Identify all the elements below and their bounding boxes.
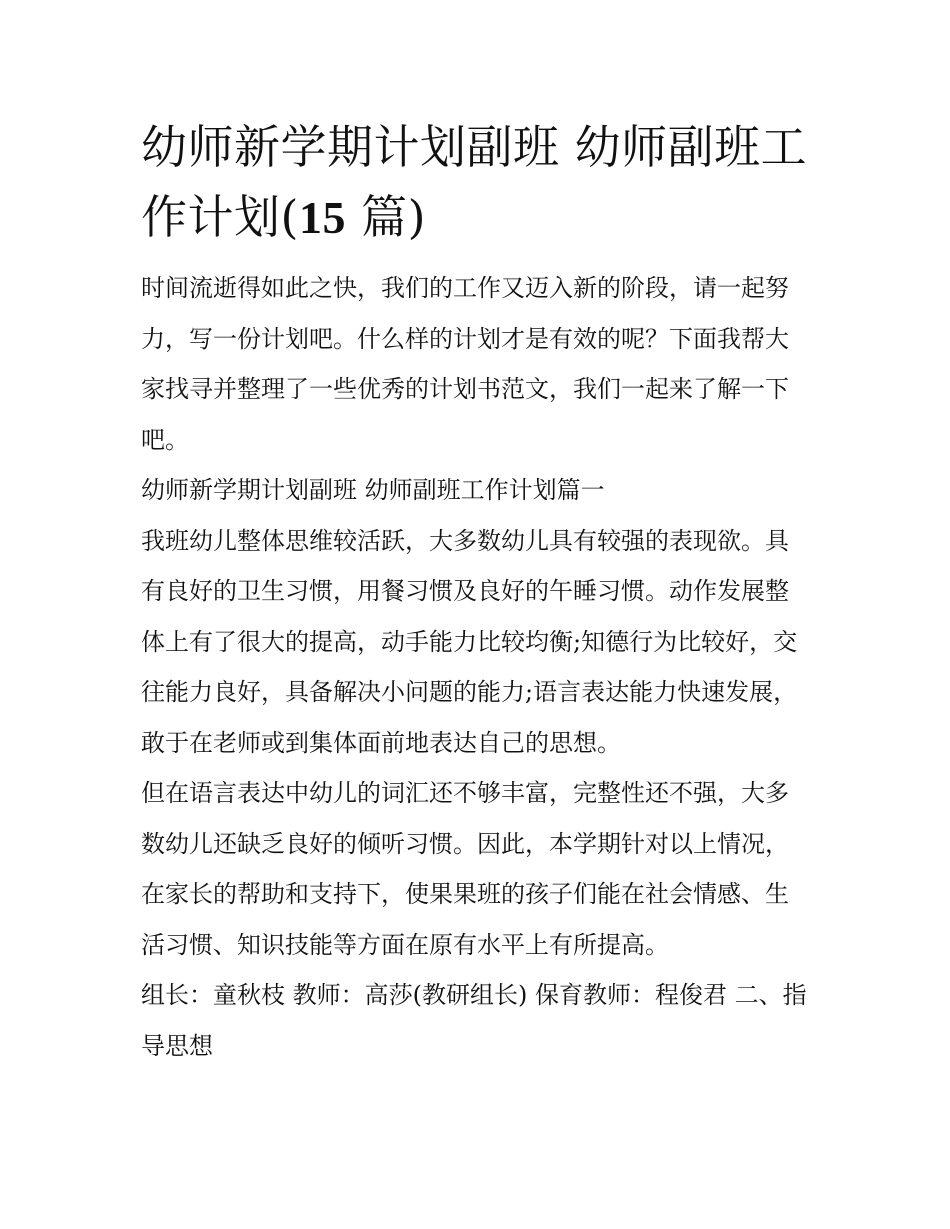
title-count: 15 bbox=[298, 192, 346, 243]
document-body bbox=[141, 263, 811, 1071]
body-paragraph: 但在语言表达中幼儿的词汇还不够丰富，完整性还不强，大多数幼儿还缺乏良好的倾听习惯。因此，本学期针对以上情况，在家长的帮助和支持下，使果果班的孩子们能在社会情感、生活习惯、知识技能等方面在原有水平上有所提高。 bbox=[141, 779, 789, 959]
section-heading: 幼师新学期计划副班 幼师副班工作计划篇一 bbox=[141, 476, 605, 504]
staff-paragraph: 组长：童秋枝 教师：高莎(教研组长) 保育教师：程俊君 二、指导思想 bbox=[141, 981, 807, 1060]
body-paragraph: 我班幼儿整体思维较活跃，大多数幼儿具有较强的表现欲。具有良好的卫生习惯，用餐习惯及良好的午睡习惯。动作发展整体上有了很大的提高，动手能力比较均衡;知德行为比较好，交往能力良好，具备解决小问题的能力;语言表达能力快速发展，敢于在老师或到集体面前地表达自己的思想。 bbox=[141, 526, 798, 757]
intro-paragraph: 时间流逝得如此之快，我们的工作又迈入新的阶段，请一起努力，写一份计划吧。什么样的计划才是有效的呢？下面我帮大家找寻并整理了一些优秀的计划书范文，我们一起来了解一下吧。 bbox=[141, 274, 789, 454]
document-title bbox=[141, 112, 811, 253]
document-page bbox=[141, 112, 811, 1071]
title-text-part1: 幼师新学期计划副班 幼师副班工作计划( bbox=[141, 120, 808, 244]
title-text-part2: 篇) bbox=[345, 190, 427, 244]
